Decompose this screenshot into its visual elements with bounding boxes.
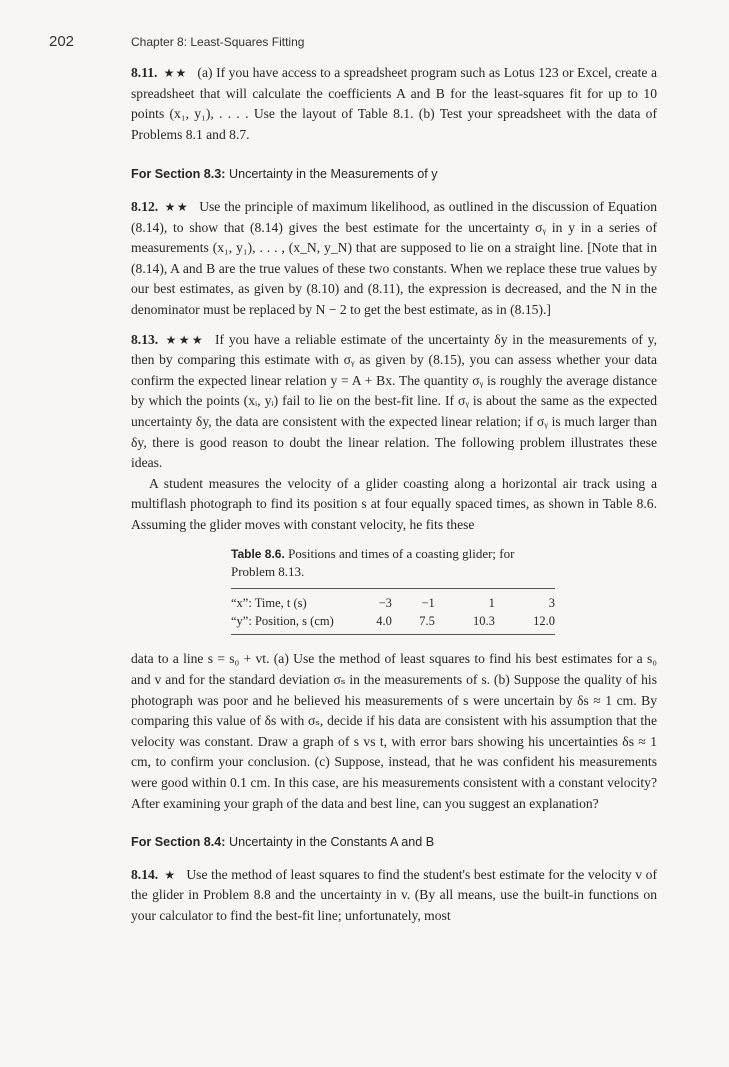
problem-8-13-setup: A student measures the velocity of a glider coasting along a horizontal air track using a multiflash photograph to find its position s at four equally spaced times, as shown in Table 8.6. Assuming the glider moves with constant velocity, he fits these: [131, 475, 657, 532]
glider-data-table: [231, 588, 555, 635]
problem-text: Use the method of least squares to find the student's best estimate for the velocity v of the glider in Problem 8.8 and the uncertainty in v. (By all means, use the built-in functions on your calculator to find the best-fit line; unfortunately, most: [131, 866, 657, 923]
page-number: 202: [49, 33, 75, 50]
problem-text: (a) If you have access to a spreadsheet program such as Lotus 123 or Excel, create a spreadsheet that will calculate the coefficients A and B for the least-squares fit for up to 10 points (x₁, y₁), . . . . Use the layout of Table 8.1. (b) Test your spreadsheet with the data of Problems 8.1 and 8.7.: [131, 65, 657, 142]
table-cell: 4.0: [349, 612, 392, 635]
table-cell: −1: [392, 589, 435, 613]
section-heading-8-3: [131, 164, 657, 185]
problem-8-13-questions: data to a line s = s₀ + vt. (a) Use the method of least squares to find his best estimates for a s₀ and v and for the standard deviation σₛ in the measurements of s. (b) Suppose the quality of his photograph was poor and he believed his measurements of s were uncertain by δs ≈ 1 cm. By comparing this value of δs with σₛ, decide if his data are consistent with his assumption that the velocity was constant. Draw a graph of s vs t, with error bars showing his uncertainties δs ≈ 1 cm, to confirm your conclusion. (c) Suppose, instead, that he was confident his measurements were good within 0.1 cm. In this case, are his measurements consistent with a constant velocity? After examining your graph of the data and best line, can you suggest an explanation?: [131, 651, 657, 811]
problem-8-14: [131, 865, 657, 927]
table-cell: 10.3: [435, 612, 495, 635]
table-cell: 3: [495, 589, 555, 613]
table-caption: [231, 545, 555, 580]
table-cell: 12.0: [495, 612, 555, 635]
difficulty-stars-icon: ★★: [164, 199, 190, 214]
row-label: “x”: Time, t (s): [231, 589, 349, 613]
problem-8-13: [131, 330, 657, 474]
section-heading-8-4: [131, 832, 657, 853]
page-body: [131, 63, 657, 936]
table-caption-text: Positions and times of a coasting glider; for Problem 8.13.: [231, 546, 515, 580]
table-row: [231, 612, 555, 635]
problem-8-12: [131, 197, 657, 321]
section-title: Uncertainty in the Constants A and B: [228, 835, 435, 850]
problem-text: If you have a reliable estimate of the uncertainty δy in the measurements of y, then by comparing this estimate with σᵧ as given by (8.15), you can assess whether your data confirm the expected linear relation y = A + Bx. The quantity σᵧ is roughly the average distance by which the points (xᵢ, yᵢ) fail to lie on the best-fit line. If σᵧ is about the same as the expected uncertainty δy, the data are consistent with the expected linear relation; if σᵧ is much larger than δy, there is good reason to doubt the linear relation. The following problem illustrates these ideas.: [131, 331, 657, 471]
problem-number: 8.14.: [131, 866, 159, 882]
section-label: For Section 8.4:: [131, 835, 226, 850]
table-8-6: [231, 545, 555, 635]
problem-8-11: [131, 63, 657, 145]
problem-number: 8.12.: [131, 198, 159, 214]
problem-number: 8.11.: [131, 65, 158, 80]
table-cell: 7.5: [392, 612, 435, 635]
running-head: Chapter 8: Least-Squares Fitting: [131, 35, 305, 49]
problem-number: 8.13.: [131, 331, 159, 347]
section-title: Uncertainty in the Measurements of y: [228, 167, 438, 182]
row-label: “y”: Position, s (cm): [231, 612, 349, 635]
problem-text: Use the principle of maximum likelihood, as outlined in the discussion of Equation (8.14), to show that (8.14) gives the best estimate for the uncertainty σᵧ in y in a series of measurements (x₁, y₁), . . . , (x_N, y_N) that are supposed to lie on a straight line. [Note that in (8.14), A and B are the true values of these two constants. When we replace these true values by our best estimates, as given by (8.10) and (8.11), the expression is decreased, and the N in the denominator must be replaced by N − 2 to get the best estimate, as in (8.15).]: [131, 198, 658, 317]
difficulty-stars-icon: ★: [164, 867, 177, 882]
table-cell: −3: [349, 589, 392, 613]
table-cell: 1: [435, 589, 495, 613]
difficulty-stars-icon: ★★: [163, 66, 188, 80]
table-row: [231, 589, 555, 613]
difficulty-stars-icon: ★★★: [164, 332, 205, 347]
table-label: Table 8.6.: [231, 547, 285, 562]
section-label: For Section 8.3:: [131, 167, 226, 182]
